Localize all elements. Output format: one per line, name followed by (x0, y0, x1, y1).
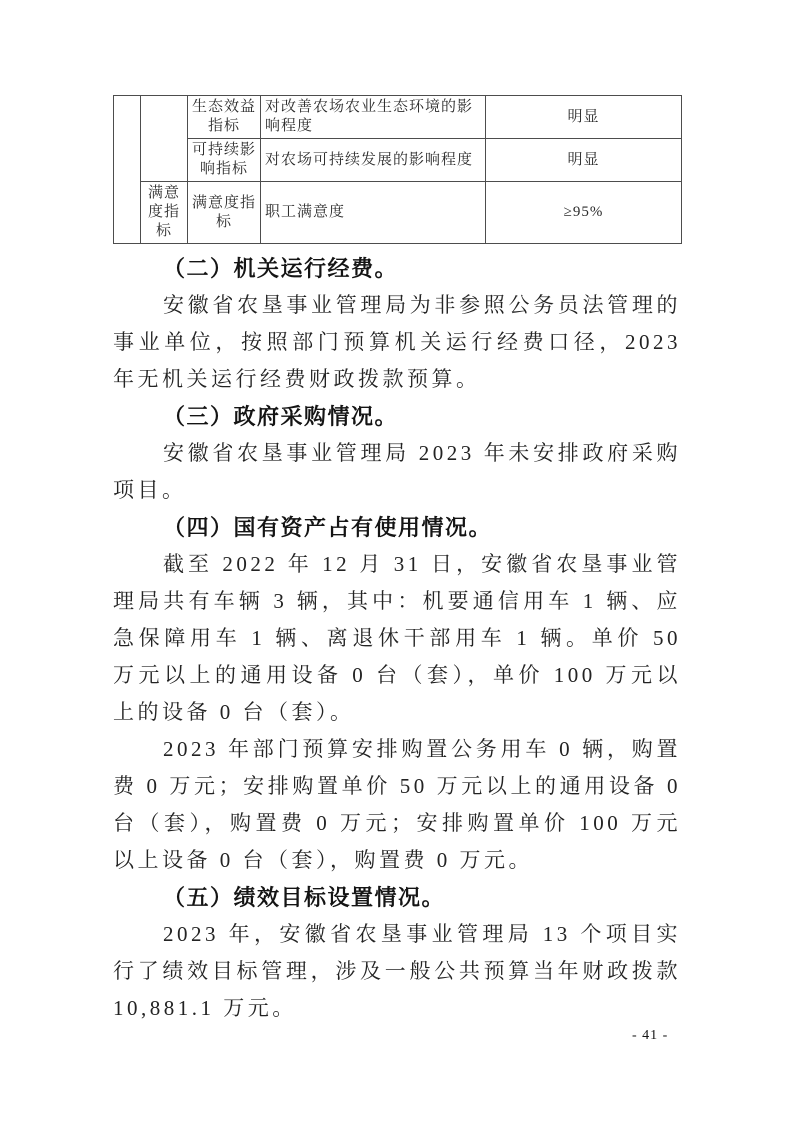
section-government-procurement (113, 398, 681, 509)
indicator-desc-cell: 对农场可持续发展的影响程度 (261, 139, 486, 182)
body-paragraph: 截至 2022 年 12 月 31 日，安徽省农垦事业管理局共有车辆 3 辆，其中：机要通信用车 1 辆、应急保障用车 1 辆、离退休干部用车 1 辆。单价 50 万元以上的通用设备 0 台（套），单价 100 万元以上的设备 0 台（套）。 (113, 552, 681, 724)
document-page-content (113, 95, 681, 1027)
page-number: - 41 - (632, 1028, 669, 1043)
section-agency-operating-expenses (113, 250, 681, 398)
body-paragraph: 安徽省农垦事业管理局 2023 年未安排政府采购项目。 (113, 441, 681, 502)
indicator-value-cell: 明显 (486, 96, 682, 139)
performance-indicator-table (113, 95, 682, 244)
table-row (114, 139, 682, 182)
indicator-subcategory-cell: 满意度指标 (141, 182, 188, 244)
indicator-value-cell: 明显 (486, 139, 682, 182)
table-row (114, 96, 682, 139)
body-paragraph: 2023 年部门预算安排购置公务用车 0 辆，购置费 0 万元；安排购置单价 50 万元以上的通用设备 0 台（套），购置费 0 万元；安排购置单价 100 万元以上设备 0 台（套），购置费 0 万元。 (113, 737, 681, 872)
section-heading: （四）国有资产占有使用情况。 (163, 515, 493, 540)
indicator-subcategory-cell (141, 96, 188, 182)
indicator-category-cell (114, 96, 141, 244)
section-heading: （五）绩效目标设置情况。 (163, 885, 446, 910)
indicator-desc-cell: 职工满意度 (261, 182, 486, 244)
table-row (114, 182, 682, 244)
section-state-owned-assets (113, 509, 681, 879)
body-paragraph: 2023 年，安徽省农垦事业管理局 13 个项目实行了绩效目标管理，涉及一般公共预算当年财政拨款 10,881.1 万元。 (113, 922, 681, 1020)
body-paragraph: 安徽省农垦事业管理局为非参照公务员法管理的事业单位，按照部门预算机关运行经费口径，2023 年无机关运行经费财政拨款预算。 (113, 293, 681, 391)
indicator-value-cell: ≥95% (486, 182, 682, 244)
indicator-desc-cell: 对改善农场农业生态环境的影响程度 (261, 96, 486, 139)
indicator-name-cell: 可持续影响指标 (188, 139, 261, 182)
section-heading: （二）机关运行经费。 (163, 256, 399, 281)
indicator-name-cell: 生态效益指标 (188, 96, 261, 139)
indicator-name-cell: 满意度指标 (188, 182, 261, 244)
section-performance-targets (113, 879, 681, 1027)
section-heading: （三）政府采购情况。 (163, 404, 399, 429)
